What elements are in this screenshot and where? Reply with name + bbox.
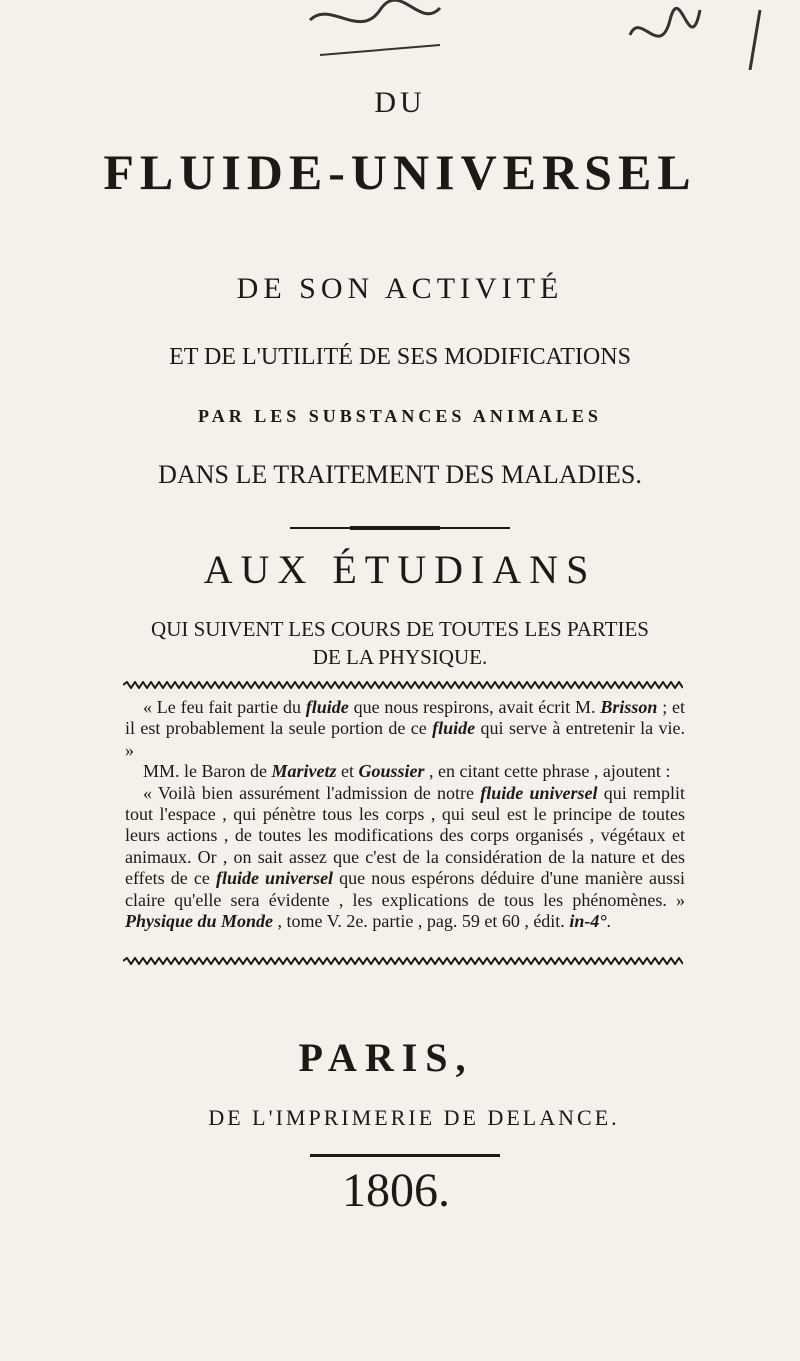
imprint-year: 1806. [342, 1164, 450, 1217]
subtitle-line-substances: PAR LES SUBSTANCES ANIMALES [198, 406, 602, 426]
italic-term: fluide [432, 718, 476, 739]
italic-term: fluide [305, 697, 349, 717]
ornamental-rule [290, 527, 510, 529]
imprint-rule [310, 1154, 500, 1157]
epigraph-paragraph: MM. le Baron de Marivetz et Goussier , en citant cette phrase , ajoutent : [143, 761, 671, 782]
title-prefix: DU [374, 86, 426, 119]
italic-term: fluide universel [480, 782, 598, 803]
handwritten-signature [300, 0, 780, 70]
dedication-heading: AUX ÉTUDIANS [203, 547, 597, 592]
italic-term: Physique du Monde [125, 911, 274, 932]
imprint-printer: DE L'IMPRIMERIE DE DELANCE. [208, 1105, 620, 1130]
italic-term: Goussier [358, 761, 425, 782]
epigraph-paragraph: « Le feu fait partie du fluide que nous respirons, avait écrit M. Brisson ; et il est probablement la seule portion de ce fluide qui serve à entretenir la vie. » [125, 697, 685, 760]
italic-term: in-4° [569, 911, 607, 932]
imprint-city: PARIS, [298, 1035, 474, 1080]
epigraph [125, 697, 685, 932]
wavy-rule-top [123, 681, 683, 689]
wavy-rule-bottom [123, 957, 683, 965]
dedication-line-2: DE LA PHYSIQUE. [312, 645, 488, 669]
subtitle-line-treatment: DANS LE TRAITEMENT DES MALADIES. [158, 460, 642, 489]
subtitle: DE SON ACTIVITÉ [236, 272, 564, 305]
epigraph-paragraph: « Voilà bien assurément l'admission de notre fluide universel qui remplit tout l'espace , qui pénètre tous les corps , qui seul est le principe de toutes leurs actions , de toutes les modifications des corps organisés , végétaux et animaux. Or , on sait assez que c'est de la considération de la nature et des effets de ce fluide universel que nous espérons déduire d'une manière aussi claire qu'elle sera évidente , les explications de tous les phénomènes. » Physique du Monde , tome V. 2e. partie , pag. 59 et 60 , édit. in-4°. [125, 782, 685, 932]
main-title: FLUIDE-UNIVERSEL [103, 144, 697, 200]
italic-term: fluide universel [215, 868, 334, 889]
italic-term: Brisson [600, 697, 658, 717]
italic-term: Marivetz [271, 761, 337, 782]
subtitle-line-utility: ET DE L'UTILITÉ DE SES MODIFICATIONS [169, 344, 631, 370]
dedication-line-1: QUI SUIVENT LES COURS DE TOUTES LES PARTIES [151, 617, 649, 641]
